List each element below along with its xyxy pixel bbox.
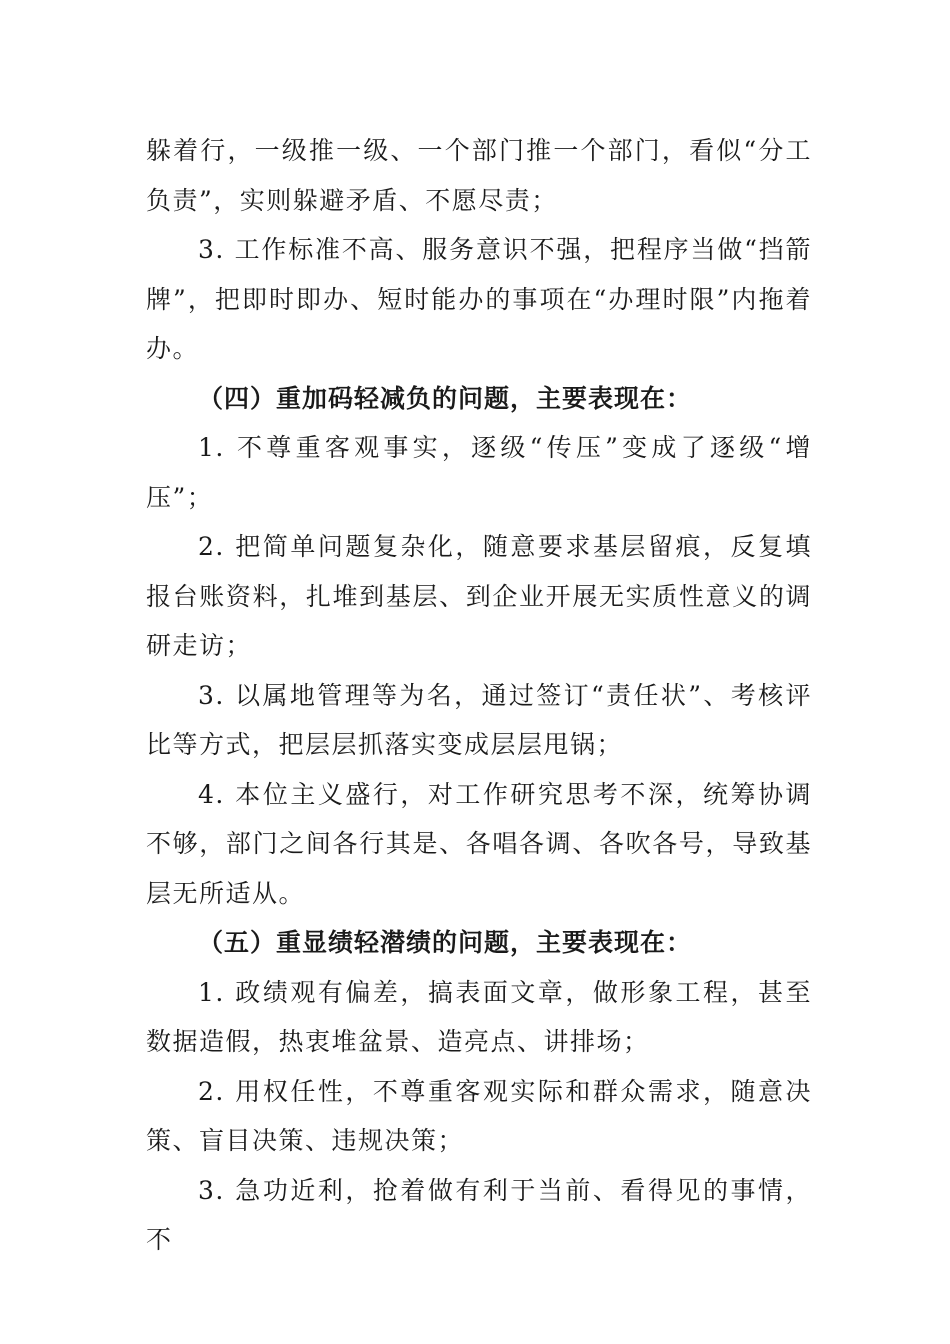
document-body <box>146 126 812 1265</box>
paragraph-item: 4. 本位主义盛行，对工作研究思考不深，统筹协调不够，部门之间各行其是、各唱各调、各吹各号，导致基层无所适从。 <box>146 779 812 908</box>
section-heading-5: （五）重显绩轻潜绩的问题，主要表现在： <box>198 928 693 957</box>
paragraph-item: 3. 工作标准不高、服务意识不强，把程序当做“挡箭牌”，把即时即办、短时能办的事项在“办理时限”内拖着办。 <box>146 235 812 363</box>
paragraph-item: 3. 急功近利，抢着做有利于当前、看得见的事情，不 <box>146 1175 812 1254</box>
paragraph-item: 1. 不尊重客观事实，逐级“传压”变成了逐级“增压”； <box>146 433 812 512</box>
paragraph-item: 3. 以属地管理等为名，通过签订“责任状”、考核评比等方式，把层层抓落实变成层层甩锅； <box>146 680 812 759</box>
section-heading-4: （四）重加码轻减负的问题，主要表现在： <box>198 383 693 413</box>
paragraph-item: 2. 用权任性，不尊重客观实际和群众需求，随意决策、盲目决策、违规决策； <box>146 1076 812 1155</box>
paragraph-continuation: 躲着行，一级推一级、一个部门推一个部门，看似“分工负责”，实则躲避矛盾、不愿尽责； <box>146 136 812 215</box>
paragraph-item: 2. 把简单问题复杂化，随意要求基层留痕，反复填报台账资料，扎堆到基层、到企业开展无实质性意义的调研走访； <box>146 532 812 660</box>
paragraph-item: 1. 政绩观有偏差，搞表面文章，做形象工程，甚至数据造假，热衷堆盆景、造亮点、讲排场； <box>146 977 812 1056</box>
